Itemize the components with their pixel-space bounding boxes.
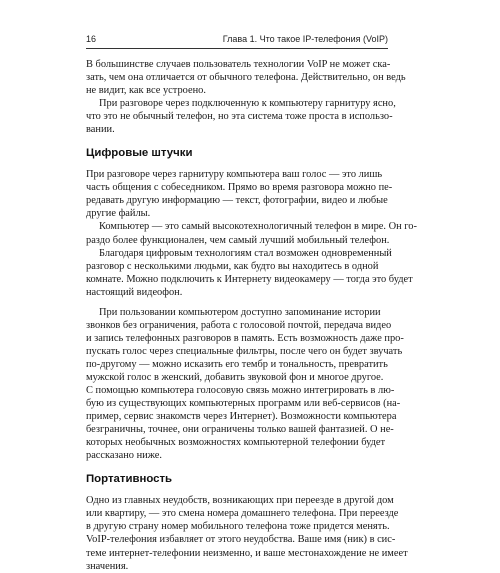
paragraph — [86, 247, 413, 299]
paragraph — [86, 220, 417, 246]
page-body — [86, 58, 417, 573]
text-line: Одно из главных неудобств, возникающих при переезде в другой дом — [86, 495, 394, 507]
paragraph — [86, 306, 404, 463]
text-line: пример, сервис знакомств через Интернет). Возможности компьютера — [86, 411, 397, 423]
text-line: безграничны, точнее, они ограничены только вашей фантазией. О не- — [86, 424, 394, 436]
text-line: При пользовании компьютером доступно запоминание истории — [99, 306, 381, 318]
text-line: зать, чем она отличается от обычного телефона. Действительно, он ведь — [86, 72, 406, 84]
text-line: что это не обычный телефон, но эта система тоже проста в использо- — [86, 111, 393, 123]
page-number: 16 — [86, 34, 97, 44]
paragraph — [86, 97, 396, 136]
text-line: или квартиру, — это смена номера домашнего телефона. При переезде — [86, 508, 399, 520]
header-rule — [86, 48, 388, 49]
text-line: Компьютер — это самый высокотехнологичный телефон в мире. Он го- — [99, 221, 417, 233]
text-line: Благодаря цифровым технологиям стал возможен одновременный — [99, 247, 392, 259]
text-line: настоящий видеофон. — [86, 286, 183, 298]
text-line: которых необычных возможностях компьютерной телефонии будет — [86, 437, 386, 449]
text-line: В большинстве случаев пользователь технологии VoIP не может ска- — [86, 59, 391, 70]
text-line: мужской голос в женский, добавить звуковой фон и многое другое. — [86, 371, 384, 383]
text-line: комнате. Можно подключить к Интернету видеокамеру — тогда это будет — [86, 273, 413, 285]
text-line: При разговоре через подключенную к компьютеру гарнитуру ясно, — [99, 98, 396, 110]
paragraph — [86, 494, 408, 572]
text-line: по-другому — можно исказить его тембр и тональность, превратить — [86, 358, 388, 370]
paragraph-gap — [86, 299, 388, 306]
text-line: С помощью компьютера голосовую связь можно интегрировать в лю- — [86, 385, 395, 397]
paragraph — [86, 168, 393, 220]
text-line: разговор с несколькими людьми, как будто вы находитесь в одной — [86, 260, 379, 272]
text-line: пускать голос через специальные фильтры, после чего он будет звучать — [86, 345, 403, 357]
text-line: другие файлы. — [86, 208, 151, 220]
text-line: раздо более функционален, чем самый лучший мобильный телефон. — [86, 234, 390, 246]
text-line: При разговоре через гарнитуру компьютера ваш голос — это лишь — [86, 169, 383, 181]
paragraph — [86, 58, 406, 97]
running-header — [86, 34, 388, 48]
chapter-title: Глава 1. Что такое IP-телефония (VoIP) — [222, 34, 388, 44]
section-heading-digital: Цифровые штучки — [86, 147, 193, 160]
text-line: VoIP-телефония избавляет от этого неудобства. Ваше имя (ник) в сис- — [86, 534, 396, 546]
text-line: не видит, как все устроено. — [86, 85, 206, 97]
text-line: и запись телефонных разговоров в память. Есть возможность даже про- — [86, 332, 404, 344]
text-line: бую из существующих компьютерных программ или веб-сервисов (на- — [86, 398, 401, 410]
text-line: значения. — [86, 560, 129, 572]
section-heading-portability: Портативность — [86, 473, 173, 486]
text-line: рассказано ниже. — [86, 450, 162, 462]
text-line: звонков без ограничения, работа с голосовой почтой, передача видео — [86, 319, 392, 331]
text-line: в другую страну номер мобильного телефона тоже придется менять. — [86, 521, 390, 533]
text-line: теме интернет-телефонии неизменно, и ваше местонахождение не имеет — [86, 547, 408, 559]
text-line: вании. — [86, 124, 115, 136]
text-line: редавать другую информацию — текст, фотографии, видео и любые — [86, 195, 388, 207]
text-line: часть общения с собеседником. Прямо во время разговора можно пе- — [86, 182, 393, 194]
